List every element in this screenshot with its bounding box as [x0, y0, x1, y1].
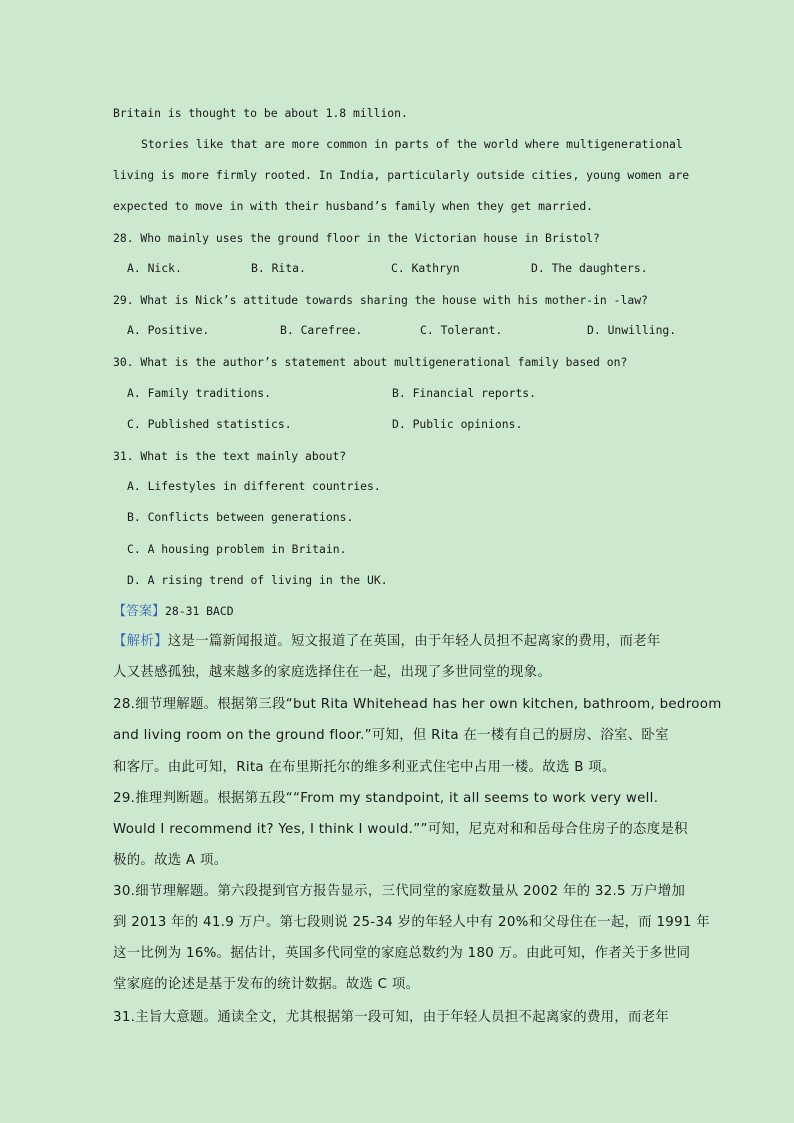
question-31-option-a: A. Lifestyles in different countries.	[127, 479, 381, 493]
explanation-29-line: Would I recommend it? Yes, I think I would.””可知，尼克对和和岳母合住房子的态度是积	[113, 822, 688, 837]
question-31-stem: 31. What is the text mainly about?	[113, 449, 347, 463]
question-29-stem: 29. What is Nick’s attitude towards sharing the house with his mother-in -law?	[113, 293, 648, 307]
question-31-option-c: C. A housing problem in Britain.	[127, 542, 347, 556]
question-29-option-b: B. Carefree.	[280, 323, 363, 337]
question-28-stem: 28. Who mainly uses the ground floor in the Victorian house in Bristol?	[113, 231, 600, 245]
answer-tag: 【答案】	[113, 604, 166, 619]
question-29-option-c: C. Tolerant.	[420, 323, 503, 337]
answer-line	[113, 603, 234, 620]
question-31-option-b: B. Conflicts between generations.	[127, 510, 354, 524]
question-29-option-a: A. Positive.	[127, 323, 210, 337]
question-28-option-d: D. The daughters.	[531, 261, 648, 275]
explanation-31-line: 31.主旨大意题。通读全文，尤其根据第一段可知，由于年轻人员担不起离家的费用，而老年	[113, 1010, 670, 1025]
explanation-29-line: 29.推理判断题。根据第五段““From my standpoint, it all seems to work very well.	[113, 791, 659, 806]
analysis-line	[113, 634, 661, 650]
question-30-option-b: B. Financial reports.	[392, 386, 537, 400]
question-28-option-b: B. Rita.	[251, 261, 306, 275]
passage-line: expected to move in with their husband’s family when they get married.	[113, 199, 594, 213]
question-31-option-d: D. A rising trend of living in the UK.	[127, 573, 388, 587]
passage-line: Stories like that are more common in parts of the world where multigenerational	[141, 137, 683, 151]
explanation-29-line: 极的。故选 A 项。	[113, 853, 228, 868]
explanation-28-line: and living room on the ground floor.”可知，但 Rita 在一楼有自己的厨房、浴室、卧室	[113, 728, 669, 743]
explanation-30-line: 堂家庭的论述是基于发布的统计数据。故选 C 项。	[113, 977, 420, 992]
question-30-stem: 30. What is the author’s statement about multigenerational family based on?	[113, 355, 628, 369]
question-30-option-a: A. Family traditions.	[127, 386, 272, 400]
question-28-option-a: A. Nick.	[127, 261, 182, 275]
explanation-30-line: 30.细节理解题。第六段提到官方报告显示，三代同堂的家庭数量从 2002 年的 32.5 万户增加	[113, 884, 686, 899]
passage-line: Britain is thought to be about 1.8 million.	[113, 106, 408, 120]
question-30-option-d: D. Public opinions.	[392, 417, 523, 431]
question-30-option-c: C. Published statistics.	[127, 417, 292, 431]
passage-line: living is more firmly rooted. In India, particularly outside cities, young women are	[113, 168, 690, 182]
explanation-30-line: 这一比例为 16%。据估计，英国多代同堂的家庭总数约为 180 万。由此可知，作者关于多世同	[113, 946, 691, 961]
answer-text: 28-31 BACD	[165, 604, 234, 618]
explanation-30-line: 到 2013 年的 41.9 万户。第七段则说 25-34 岁的年轻人中有 20%和父母住在一起，而 1991 年	[113, 915, 710, 930]
explanation-28-line: 和客厅。由此可知，Rita 在布里斯托尔的维多利亚式住宅中占用一楼。故选 B 项。	[113, 760, 616, 775]
question-29-option-d: D. Unwilling.	[587, 323, 677, 337]
explanation-28-line: 28.细节理解题。根据第三段“but Rita Whitehead has her own kitchen, bathroom, bedroom	[113, 697, 722, 712]
analysis-tag: 【解析】	[113, 634, 168, 649]
analysis-text: 这是一篇新闻报道。短文报道了在英国，由于年轻人员担不起离家的费用，而老年	[167, 634, 661, 649]
question-28-option-c: C. Kathryn	[391, 261, 460, 275]
analysis-line: 人又甚感孤独，越来越多的家庭选择住在一起，出现了多世同堂的现象。	[113, 665, 552, 680]
